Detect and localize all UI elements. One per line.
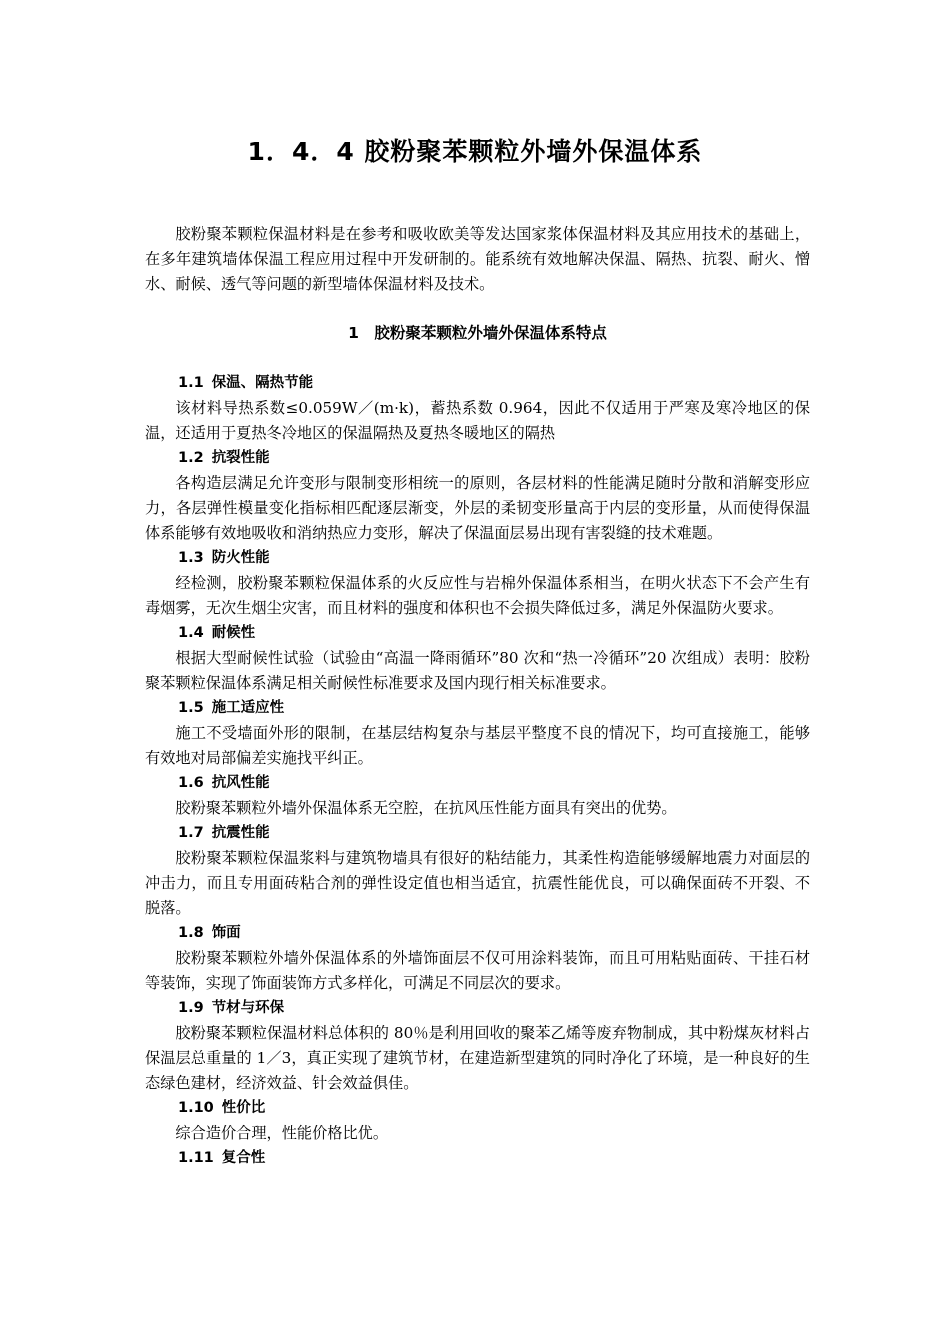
feature-item-1-2 xyxy=(145,446,810,546)
subsection-title: 保温、隔热节能 xyxy=(211,375,314,391)
feature-item-1-1 xyxy=(145,371,810,446)
subsection-title: 抗裂性能 xyxy=(211,450,270,466)
subsection-text: 各构造层满足允许变形与限制变形相统一的原则，各层材料的性能满足随时分散和消解变形应力，各层弹性模量变化指标相匹配逐层渐变，外层的柔韧变形量高于内层的变形量，从而使得保温体系能够有效地吸收和消纳热应力变形，解决了保温面层易出现有害裂缝的技术难题。 xyxy=(145,474,810,542)
subsection-heading xyxy=(145,621,810,646)
feature-item-1-6 xyxy=(145,771,810,821)
subsection-text: 该材料导热系数≤0.059W／(m·k)，蓄热系数 0.964，因此不仅适用于严寒及寒冷地区的保温，还适用于夏热冬冷地区的保温隔热及夏热冬暖地区的隔热 xyxy=(145,399,810,442)
subsection-text: 经检测，胶粉聚苯颗粒保温体系的火反应性与岩棉外保温体系相当，在明火状态下不会产生有毒烟雾，无次生烟尘灾害，而且材料的强度和体积也不会损失降低过多，满足外保温防火要求。 xyxy=(145,574,810,617)
subsection-number: 1.9 xyxy=(178,1000,204,1016)
subsection-heading xyxy=(145,996,810,1021)
document-title: 1．4．4 胶粉聚苯颗粒外墙外保温体系 xyxy=(247,137,703,166)
subsection-number: 1.10 xyxy=(178,1100,214,1116)
subsection-title: 耐候性 xyxy=(211,625,256,641)
subsection-number: 1.1 xyxy=(178,375,204,391)
subsection-title: 饰面 xyxy=(211,925,241,941)
subsection-heading xyxy=(145,821,810,846)
subsection-number: 1.7 xyxy=(178,825,204,841)
subsection-number: 1.8 xyxy=(178,925,204,941)
subsection-number: 1.2 xyxy=(178,450,204,466)
subsection-heading xyxy=(145,446,810,471)
subsection-text: 综合造价合理，性能价格比优。 xyxy=(175,1124,389,1142)
subsection-text: 胶粉聚苯颗粒外墙外保温体系无空腔，在抗风压性能方面具有突出的优势。 xyxy=(175,799,677,817)
subsection-title: 抗震性能 xyxy=(211,825,270,841)
document-body xyxy=(145,222,810,1171)
subsection-text: 胶粉聚苯颗粒保温材料总体积的 80％是利用回收的聚苯乙烯等废弃物制成，其中粉煤灰材料占保温层总重量的 1／3，真正实现了建筑节材，在建造新型建筑的同时净化了环境，是一种良好的生态绿色建材，经济效益、针会效益俱佳。 xyxy=(145,1024,810,1092)
feature-item-1-4 xyxy=(145,621,810,696)
subsection-text: 施工不受墙面外形的限制，在基层结构复杂与基层平整度不良的情况下，均可直接施工，能够有效地对局部偏差实施找平纠正。 xyxy=(145,724,810,767)
subsection-heading xyxy=(145,921,810,946)
feature-item-1-3 xyxy=(145,546,810,621)
subsection-heading xyxy=(145,696,810,721)
subsection-number: 1.4 xyxy=(178,625,204,641)
subsection-heading xyxy=(145,771,810,796)
feature-item-1-8 xyxy=(145,921,810,996)
subsection-heading xyxy=(145,546,810,571)
subsection-title: 节材与环保 xyxy=(211,1000,285,1016)
subsection-number: 1.11 xyxy=(178,1150,214,1166)
subsection-text: 胶粉聚苯颗粒保温浆料与建筑物墙具有很好的粘结能力，其柔性构造能够缓解地震力对面层的冲击力，而且专用面砖粘合剂的弹性设定值也相当适宜，抗震性能优良，可以确保面砖不开裂、不脱落。 xyxy=(145,849,810,917)
subsection-title: 抗风性能 xyxy=(211,775,270,791)
subsection-number: 1.5 xyxy=(178,700,204,716)
feature-item-1-11 xyxy=(145,1146,810,1171)
subsection-title: 性价比 xyxy=(221,1100,266,1116)
subsection-number: 1.3 xyxy=(178,550,204,566)
feature-item-1-7 xyxy=(145,821,810,921)
section-heading: 1 胶粉聚苯颗粒外墙外保温体系特点 xyxy=(348,324,607,342)
intro-paragraph: 胶粉聚苯颗粒保温材料是在参考和吸收欧美等发达国家浆体保温材料及其应用技术的基础上，在多年建筑墙体保温工程应用过程中开发研制的。能系统有效地解决保温、隔热、抗裂、耐火、憎水、耐候、透气等问题的新型墙体保温材料及技术。 xyxy=(145,225,810,293)
subsection-title: 防火性能 xyxy=(211,550,270,566)
subsection-heading xyxy=(145,1096,810,1121)
feature-item-1-5 xyxy=(145,696,810,771)
subsection-number: 1.6 xyxy=(178,775,204,791)
subsection-heading xyxy=(145,371,810,396)
subsection-text: 根据大型耐候性试验（试验由“高温一降雨循环”80 次和“热一冷循环”20 次组成）表明：胶粉聚苯颗粒保温体系满足相关耐候性标准要求及国内现行相关标准要求。 xyxy=(145,649,810,692)
feature-item-1-10 xyxy=(145,1096,810,1146)
subsection-heading xyxy=(145,1146,810,1171)
feature-item-1-9 xyxy=(145,996,810,1096)
subsection-text: 胶粉聚苯颗粒外墙外保温体系的外墙饰面层不仅可用涂料装饰，而且可用粘贴面砖、干挂石材等装饰，实现了饰面装饰方式多样化，可满足不同层次的要求。 xyxy=(145,949,810,992)
subsection-title: 复合性 xyxy=(221,1150,266,1166)
subsection-title: 施工适应性 xyxy=(211,700,285,716)
